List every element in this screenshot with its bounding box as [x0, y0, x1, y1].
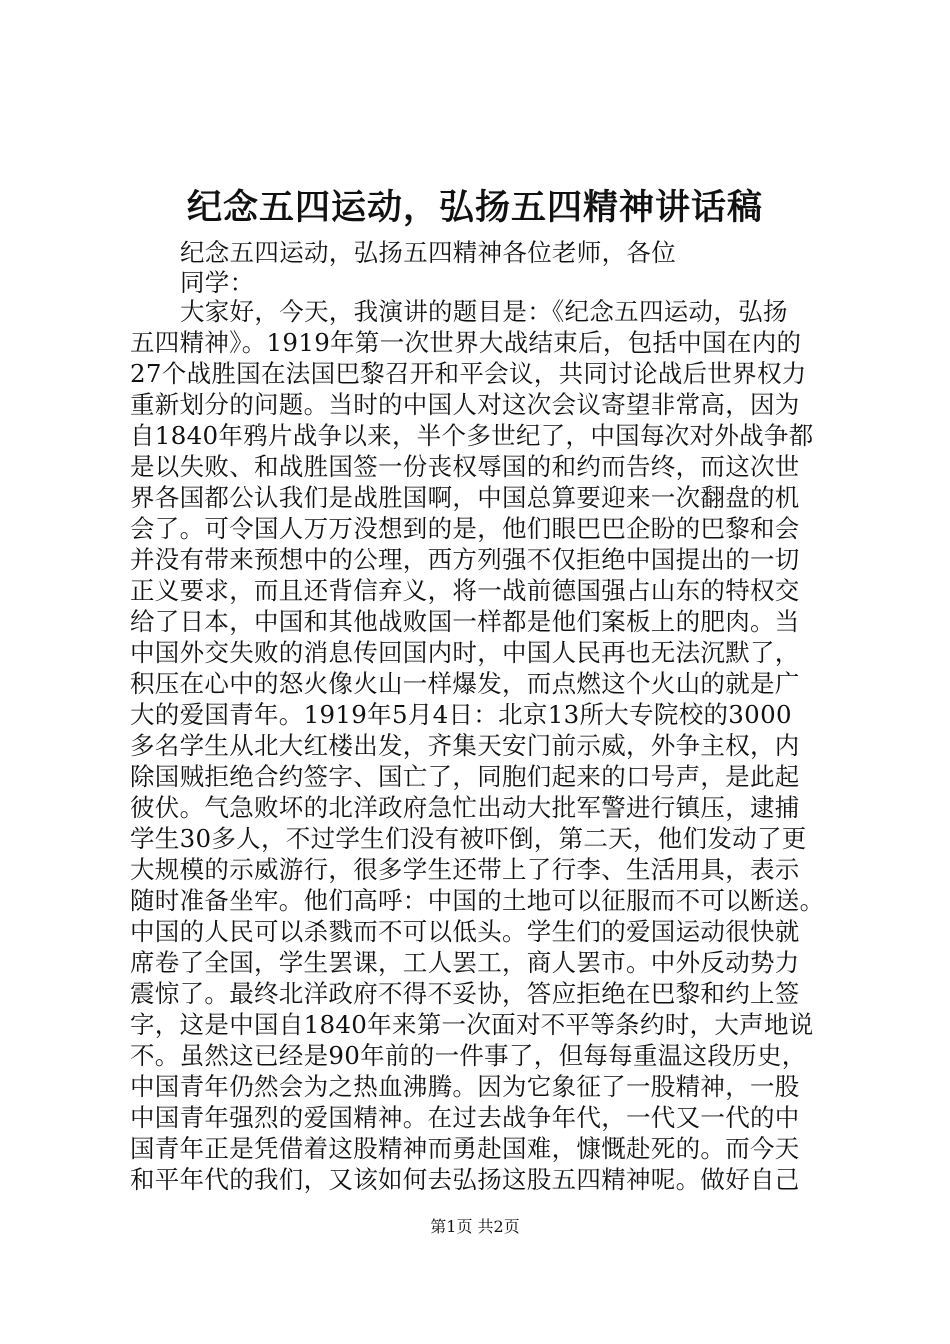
body-line: 自1840年鸦片战争以来，半个多世纪了，中国每次对外战争都	[130, 421, 814, 450]
body-line: 字，这是中国自1840年来第一次面对不平等条约时，大声地说	[130, 1010, 814, 1039]
body-line: 中国青年强烈的爱国精神。在过去战争年代，一代又一代的中	[130, 1103, 800, 1132]
body-line: 震惊了。最终北洋政府不得不妥协，答应拒绝在巴黎和约上签	[130, 979, 800, 1008]
body-line: 中国的人民可以杀戮而不可以低头。学生们的爱国运动很快就	[130, 917, 800, 946]
body-line: 积压在心中的怒火像火山一样爆发，而点燃这个火山的就是广	[130, 669, 800, 698]
body-line: 给了日本，中国和其他战败国一样都是他们案板上的肥肉。当	[130, 607, 800, 636]
body-line: 界各国都公认我们是战胜国啊，中国总算要迎来一次翻盘的机	[130, 483, 800, 512]
body-line: 会了。可令国人万万没想到的是，他们眼巴巴企盼的巴黎和会	[130, 514, 800, 543]
body-line: 大家好，今天，我演讲的题目是：《纪念五四运动，弘扬	[180, 297, 788, 326]
body-line: 27个战胜国在法国巴黎召开和平会议，共同讨论战后世界权力	[130, 359, 807, 388]
body-line: 国青年正是凭借着这股精神而勇赴国难，慷慨赴死的。而今天	[130, 1134, 800, 1163]
body-line: 五四精神》。1919年第一次世界大战结束后，包括中国在内的	[130, 328, 802, 357]
body-line: 随时准备坐牢。他们高呼：中国的土地可以征服而不可以断送。	[130, 886, 825, 915]
body-line: 学生30多人，不过学生们没有被吓倒，第二天，他们发动了更	[130, 824, 807, 853]
body-line: 同学：	[180, 268, 255, 297]
page-footer: 第1页 共2页	[430, 1217, 520, 1236]
body-line: 彼伏。气急败坏的北洋政府急忙出动大批军警进行镇压，逮捕	[130, 793, 800, 822]
body-line: 不。虽然这已经是90年前的一件事了，但每每重温这段历史，	[130, 1041, 807, 1070]
body-line: 中国外交失败的消息传回国内时，中国人民再也无法沉默了，	[130, 638, 800, 667]
body-line: 大规模的示威游行，很多学生还带上了行李、生活用具，表示	[130, 855, 800, 884]
body-line: 和平年代的我们，又该如何去弘扬这股五四精神呢。做好自己	[130, 1165, 800, 1194]
body-line: 并没有带来预想中的公理，西方列强不仅拒绝中国提出的一切	[130, 545, 800, 574]
body-line: 席卷了全国，学生罢课，工人罢工，商人罢市。中外反动势力	[130, 948, 800, 977]
body-line: 中国青年仍然会为之热血沸腾。因为它象征了一股精神，一股	[130, 1072, 800, 1101]
document-title: 纪念五四运动，弘扬五四精神讲话稿	[186, 187, 763, 228]
body-line: 是以失败、和战胜国签一份丧权辱国的和约而告终，而这次世	[130, 452, 800, 481]
body-line: 纪念五四运动，弘扬五四精神各位老师，各位	[180, 238, 676, 267]
body-line: 除国贼拒绝合约签字、国亡了，同胞们起来的口号声，是此起	[130, 762, 800, 791]
body-line: 重新划分的问题。当时的中国人对这次会议寄望非常高，因为	[130, 390, 800, 419]
body-line: 正义要求，而且还背信弃义，将一战前德国强占山东的特权交	[130, 576, 800, 605]
body-line: 多名学生从北大红楼出发，齐集天安门前示威，外争主权，内	[130, 731, 800, 760]
body-line: 大的爱国青年。1919年5月4日：北京13所大专院校的3000	[130, 700, 792, 729]
